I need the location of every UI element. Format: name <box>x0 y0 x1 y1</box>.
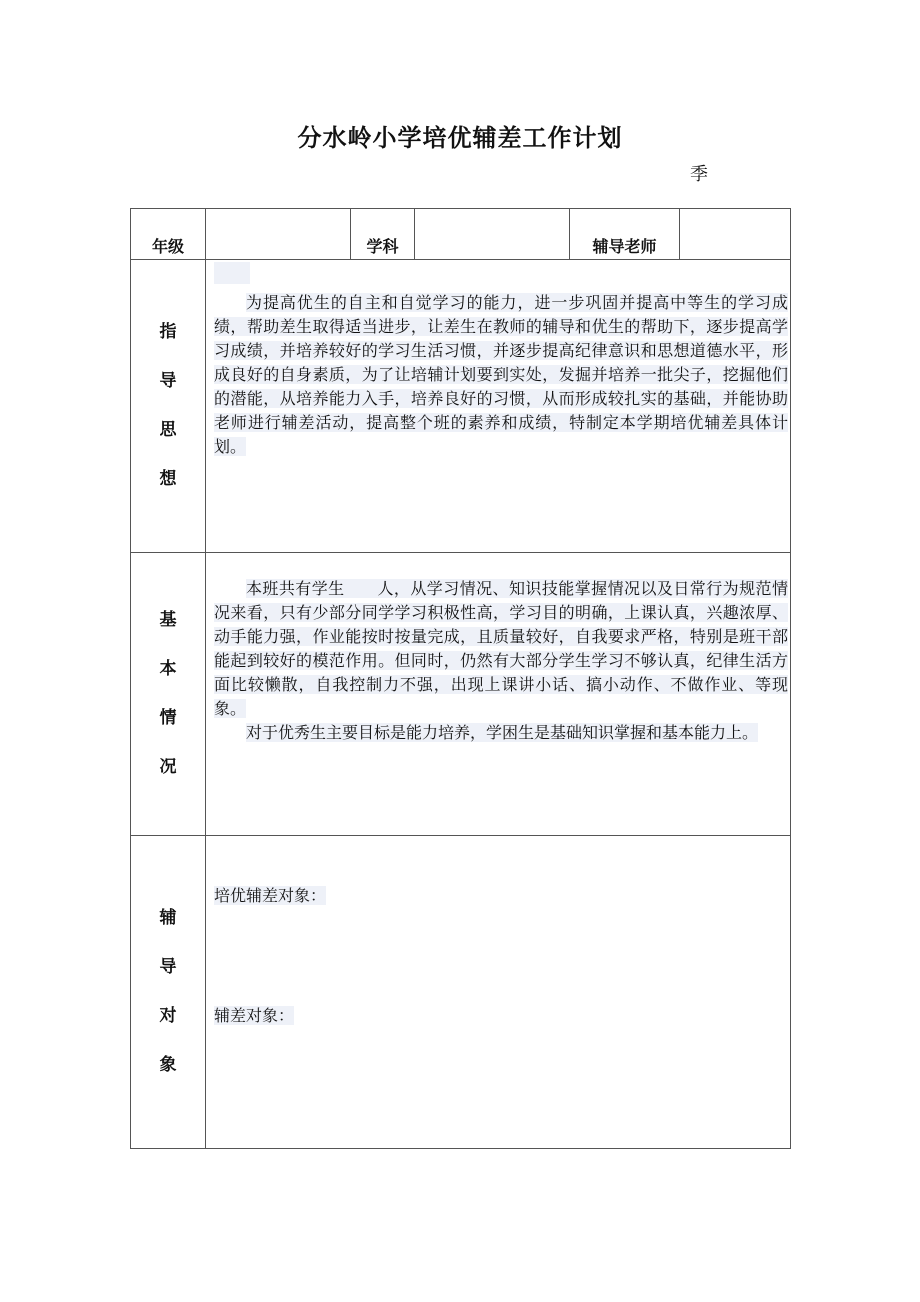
guidance-side-label: 指 导 思 想 <box>131 260 206 553</box>
season-label: 季 <box>690 164 708 185</box>
header-row <box>131 209 791 260</box>
highlight-mark <box>214 262 250 284</box>
teacher-label: 辅导老师 <box>570 209 680 260</box>
guidance-content <box>206 260 791 553</box>
page-title: 分水岭小学培优辅差工作计划 <box>297 124 623 152</box>
excellent-targets-label: 培优辅差对象： <box>214 886 327 905</box>
situation-para-2: 对于优秀生主要目标是能力培养，学困生是基础知识掌握和基本能力上。 <box>246 723 759 742</box>
situation-row <box>131 553 791 836</box>
targets-side-label: 辅 导 对 象 <box>131 836 206 1149</box>
grade-label: 年级 <box>131 209 206 260</box>
teacher-value-cell[interactable] <box>680 209 791 260</box>
situation-content <box>206 553 791 836</box>
targets-row <box>131 836 791 1149</box>
guidance-text: 为提高优生的自主和自觉学习的能力，进一步巩固并提高中等生的学习成绩，帮助差生取得适当进步，让差生在教师的辅导和优生的帮助下，逐步提高学习成绩，并培养较好的学习生活习惯，并逐步提高纪律意识和思想道德水平，形成良好的自身素质，为了让培辅计划要到实处，发掘并培养一批尖子，挖掘他们的潜能，从培养能力入手，培养良好的习惯，从而形成较扎实的基础，并能协助老师进行辅差活动，提高整个班的素养和成绩，特制定本学期培优辅差具体计划。 <box>214 293 788 456</box>
struggling-targets-label: 辅差对象： <box>214 1006 295 1025</box>
subject-value-cell[interactable] <box>415 209 570 260</box>
targets-content <box>206 836 791 1149</box>
situation-side-label: 基 本 情 况 <box>131 553 206 836</box>
grade-value-cell[interactable] <box>206 209 351 260</box>
subject-label: 学科 <box>351 209 415 260</box>
guidance-row <box>131 260 791 553</box>
situation-para-1: 本班共有学生 人，从学习情况、知识技能掌握情况以及日常行为规范情况来看，只有少部分同学学习积极性高，学习目的明确，上课认真，兴趣浓厚、动手能力强，作业能按时按量完成，且质量较好，自我要求严格，特别是班干部能起到较好的模范作用。但同时，仍然有大部分学生学习不够认真，纪律生活方面比较懒散，自我控制力不强，出现上课讲小话、搞小动作、不做作业、等现象。 <box>214 579 788 718</box>
plan-table <box>130 208 791 1149</box>
